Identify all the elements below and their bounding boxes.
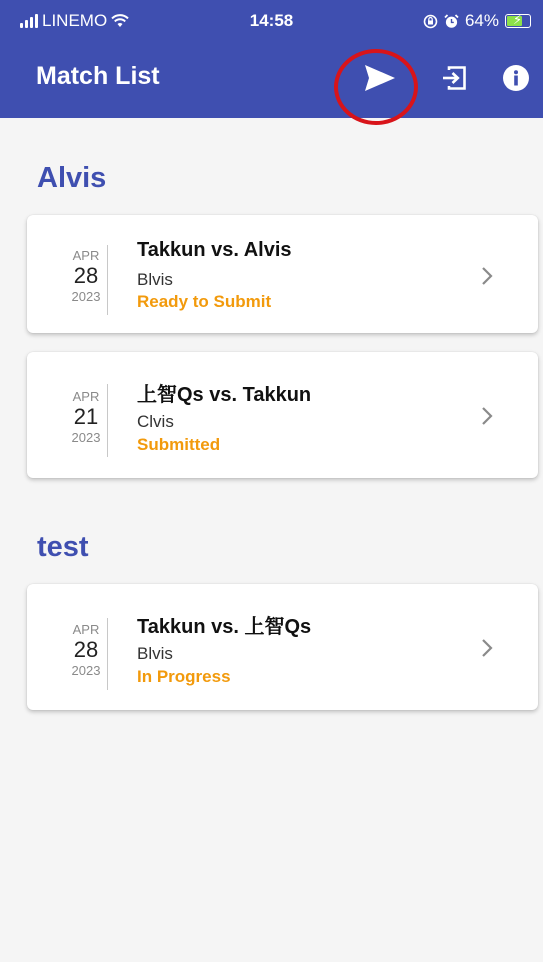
status-label: In Progress [137,667,231,686]
info-icon [502,64,530,92]
clock: 14:58 [249,11,294,30]
divider [107,245,108,315]
page-title: Match List [36,62,160,90]
team-name: Blvis [137,270,173,289]
status-icons [423,11,531,31]
section-title-test: test [37,531,89,563]
date-month: APR [72,248,100,263]
divider [107,384,108,457]
date-year: 2023 [71,663,101,678]
status-label: Ready to Submit [137,292,272,311]
team-name: Blvis [137,644,173,663]
match-card[interactable] [27,584,538,710]
date-month: APR [72,622,100,637]
orientation-lock-icon [423,14,438,29]
chevron-right-icon [481,638,493,658]
match-card[interactable] [27,215,538,333]
date-day: 28 [73,263,99,288]
match-title: 上智Qs vs. Takkun [137,384,312,406]
date-day: 28 [73,637,99,662]
match-title: Takkun vs. 上智Qs [137,616,312,638]
divider [107,618,108,690]
date-day: 21 [73,404,99,429]
logout-icon [441,65,467,91]
highlight-annotation [334,49,418,125]
match-title: Takkun vs. Alvis [137,239,292,261]
date-month: APR [72,389,100,404]
match-card[interactable] [27,352,538,478]
app-header [0,0,543,118]
battery-percent: 64% [464,11,499,30]
chevron-right-icon [481,266,493,286]
section-title-alvis: Alvis [37,162,107,194]
alarm-icon [444,14,459,29]
date-year: 2023 [71,430,101,445]
date-year: 2023 [71,289,101,304]
status-bar [0,0,543,40]
status-label: Submitted [137,435,221,454]
team-name: Clvis [137,412,174,431]
chevron-right-icon [481,406,493,426]
logout-button[interactable] [434,58,474,98]
battery-icon: ⚡ [505,14,531,28]
info-button[interactable] [496,58,536,98]
carrier-label: LINEMO [42,11,108,30]
